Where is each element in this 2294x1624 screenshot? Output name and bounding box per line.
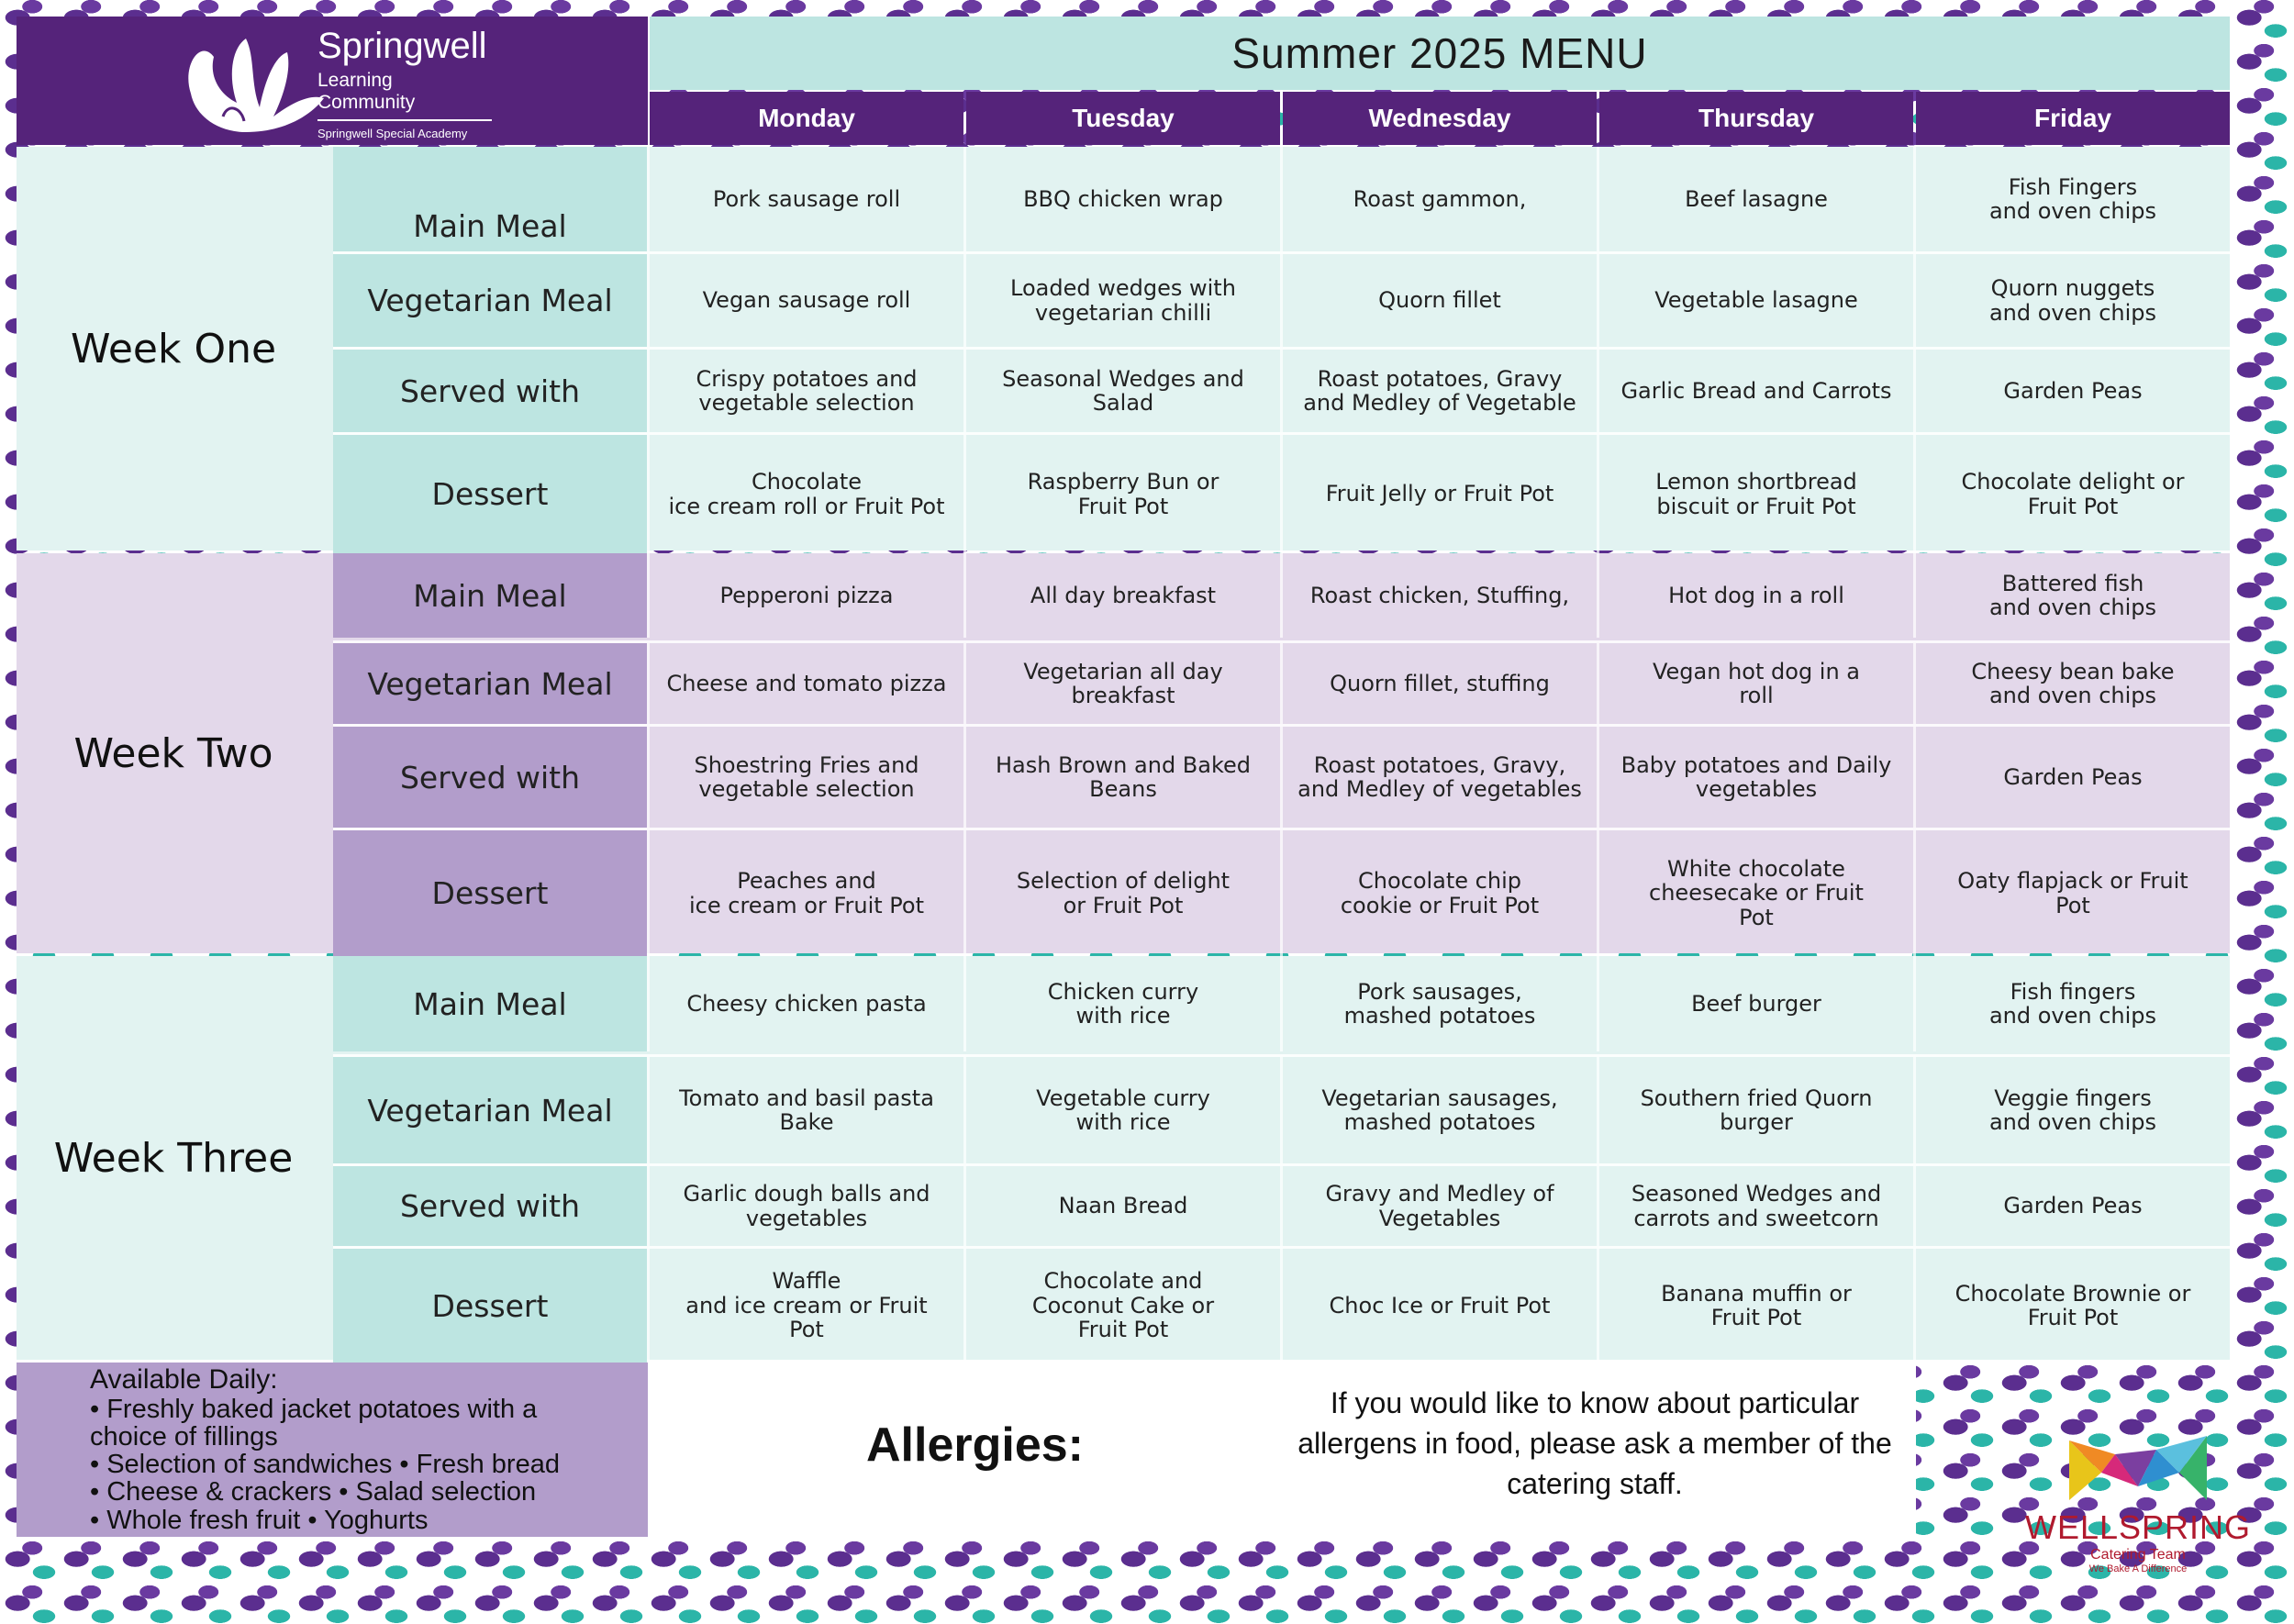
menu-cell: Roast gammon, [1280, 147, 1597, 251]
menu-row-served-with [333, 347, 2230, 432]
row-label: Main Meal [333, 956, 647, 1051]
menu-cell: Battered fish and oven chips [1913, 553, 2230, 638]
menu-cell: Hot dog in a roll [1597, 553, 1913, 638]
available-daily-line: • Whole fresh fruit • Yoghurts [90, 1505, 429, 1535]
menu-cell: Quorn fillet [1280, 254, 1597, 347]
menu-cell: Fish fingers and oven chips [1913, 956, 2230, 1051]
menu-cell: Pork sausage roll [647, 147, 963, 251]
day-header-wednesday: Wednesday [1283, 92, 1597, 145]
allergies-panel [650, 1363, 1916, 1539]
menu-cell: Raspberry Bun or Fruit Pot [963, 435, 1280, 553]
allergies-title: Allergies: [866, 1418, 1084, 1472]
menu-cell: Seasonal Wedges and Salad [963, 350, 1280, 432]
menu-row-main-meal [333, 147, 2230, 251]
menu-cell: Chicken curry with rice [963, 956, 1280, 1051]
menu-cell: Shoestring Fries and vegetable selection [647, 727, 963, 828]
menu-cell: Fruit Jelly or Fruit Pot [1280, 435, 1597, 553]
menu-cell: Vegetable curry with rice [963, 1057, 1280, 1163]
row-label: Dessert [333, 830, 647, 956]
menu-cell: Beef burger [1597, 956, 1913, 1051]
wellspring-tagline: We Bake A Difference [2088, 1563, 2188, 1574]
menu-cell: Garlic dough balls and vegetables [647, 1166, 963, 1246]
brand-title: Springwell [317, 26, 487, 66]
menu-cell: Selection of delight or Fruit Pot [963, 830, 1280, 956]
menu-cell: Vegan hot dog in a roll [1597, 643, 1913, 724]
row-label: Served with [333, 727, 647, 828]
menu-cell: Cheesy bean bake and oven chips [1913, 643, 2230, 724]
wellspring-mark-icon [2065, 1431, 2211, 1505]
menu-cell: Gravy and Medley of Vegetables [1280, 1166, 1597, 1246]
menu-cell: Choc Ice or Fruit Pot [1280, 1249, 1597, 1363]
available-daily-panel [17, 1363, 648, 1537]
row-label: Served with [333, 350, 647, 432]
menu-cell: Roast potatoes, Gravy and Medley of Vegetable [1280, 350, 1597, 432]
menu-cell: Vegetarian all day breakfast [963, 643, 1280, 724]
menu-cell: Oaty flapjack or Fruit Pot [1913, 830, 2230, 956]
menu-cell: Roast chicken, Stuffing, [1280, 553, 1597, 638]
menu-cell: Fish Fingers and oven chips [1913, 147, 2230, 251]
row-label: Vegetarian Meal [333, 643, 647, 724]
row-label: Main Meal [333, 147, 647, 251]
menu-row-dessert [333, 828, 2230, 956]
menu-cell: Waffle and ice cream or Fruit Pot [647, 1249, 963, 1363]
menu-row-vegetarian [333, 1054, 2230, 1163]
menu-cell: Loaded wedges with vegetarian chilli [963, 254, 1280, 347]
wellspring-name: WELLSPRING [2024, 1508, 2252, 1546]
menu-cell: Vegetable lasagne [1597, 254, 1913, 347]
menu-cell: Chocolate ice cream roll or Fruit Pot [647, 435, 963, 553]
menu-cell: White chocolate cheesecake or Fruit Pot [1597, 830, 1913, 956]
menu-cell: Cheesy chicken pasta [647, 956, 963, 1051]
menu-cell: Crispy potatoes and vegetable selection [647, 350, 963, 432]
wellspring-logo [2019, 1431, 2257, 1587]
menu-row-served-with [333, 724, 2230, 828]
menu-cell: Baby potatoes and Daily vegetables [1597, 727, 1913, 828]
menu-cell: Garlic Bread and Carrots [1597, 350, 1913, 432]
day-headers [650, 92, 2230, 145]
menu-cell: Chocolate delight or Fruit Pot [1913, 435, 2230, 553]
available-daily-line: • Selection of sandwiches • Fresh bread [90, 1450, 560, 1480]
available-daily-line: choice of fillings [90, 1422, 278, 1452]
menu-cell: Cheese and tomato pizza [647, 643, 963, 724]
menu-cell: Pepperoni pizza [647, 553, 963, 638]
menu-row-vegetarian [333, 640, 2230, 724]
brand-line-1: Springwell Special Academy [317, 127, 468, 140]
menu-cell: BBQ chicken wrap [963, 147, 1280, 251]
week-one-block [17, 147, 2230, 551]
menu-cell: Roast potatoes, Gravy, and Medley of vegetables [1280, 727, 1597, 828]
menu-cell: Quorn fillet, stuffing [1280, 643, 1597, 724]
menu-row-dessert [333, 1246, 2230, 1363]
available-daily-line: • Cheese & crackers • Salad selection [90, 1477, 537, 1507]
menu-cell: Hash Brown and Baked Beans [963, 727, 1280, 828]
menu-cell: Banana muffin or Fruit Pot [1597, 1249, 1913, 1363]
menu-cell: Veggie fingers and oven chips [1913, 1057, 2230, 1163]
menu-row-vegetarian [333, 251, 2230, 347]
menu-cell: Garden Peas [1913, 1166, 2230, 1246]
hands-logo-icon [173, 29, 338, 138]
menu-cell: Peaches and ice cream or Fruit Pot [647, 830, 963, 956]
menu-cell: Seasoned Wedges and carrots and sweetcorn [1597, 1166, 1913, 1246]
menu-cell: Beef lasagne [1597, 147, 1913, 251]
wellspring-team: Catering Team [2090, 1547, 2186, 1563]
menu-cell: All day breakfast [963, 553, 1280, 638]
week-two-block [17, 553, 2230, 953]
menu-cell: Quorn nuggets and oven chips [1913, 254, 2230, 347]
menu-row-main-meal [333, 956, 2230, 1051]
menu-cell: Naan Bread [963, 1166, 1280, 1246]
row-label: Vegetarian Meal [333, 1057, 647, 1163]
week-name: Week Two [73, 729, 273, 777]
week-three-block [17, 956, 2230, 1360]
menu-cell: Pork sausages, mashed potatoes [1280, 956, 1597, 1051]
row-label: Served with [333, 1166, 647, 1246]
menu-row-dessert [333, 432, 2230, 553]
menu-cell: Chocolate Brownie or Fruit Pot [1913, 1249, 2230, 1363]
row-label: Dessert [333, 1249, 647, 1363]
allergies-text: If you would like to know about particular allergens in food, please ask a member of the catering staff. [1297, 1386, 1892, 1501]
row-label: Dessert [333, 435, 647, 553]
day-header-friday: Friday [1916, 92, 2230, 145]
menu-cell: Chocolate and Coconut Cake or Fruit Pot [963, 1249, 1280, 1363]
menu-cell: Chocolate chip cookie or Fruit Pot [1280, 830, 1597, 956]
menu-cell: Garden Peas [1913, 727, 2230, 828]
menu-cell: Southern fried Quorn burger [1597, 1057, 1913, 1163]
available-daily-title: Available Daily: [90, 1364, 278, 1395]
springwell-logo-panel [17, 17, 648, 145]
menu-row-served-with [333, 1163, 2230, 1246]
day-header-tuesday: Tuesday [966, 92, 1280, 145]
menu-cell: Lemon shortbread biscuit or Fruit Pot [1597, 435, 1913, 553]
menu-row-main-meal [333, 553, 2230, 638]
menu-cell: Garden Peas [1913, 350, 2230, 432]
menu-cell: Tomato and basil pasta Bake [647, 1057, 963, 1163]
menu-title: Summer 2025 MENU [650, 17, 2230, 90]
row-label: Main Meal [333, 553, 647, 638]
week-name: Week Three [53, 1134, 294, 1182]
row-label: Vegetarian Meal [333, 254, 647, 347]
day-header-thursday: Thursday [1599, 92, 1913, 145]
available-daily-line: • Freshly baked jacket potatoes with a [90, 1395, 538, 1424]
menu-cell: Vegetarian sausages, mashed potatoes [1280, 1057, 1597, 1163]
brand-subtitle: Learning Community [317, 70, 492, 121]
day-header-monday: Monday [650, 92, 963, 145]
week-name: Week One [70, 325, 277, 373]
menu-cell: Vegan sausage roll [647, 254, 963, 347]
